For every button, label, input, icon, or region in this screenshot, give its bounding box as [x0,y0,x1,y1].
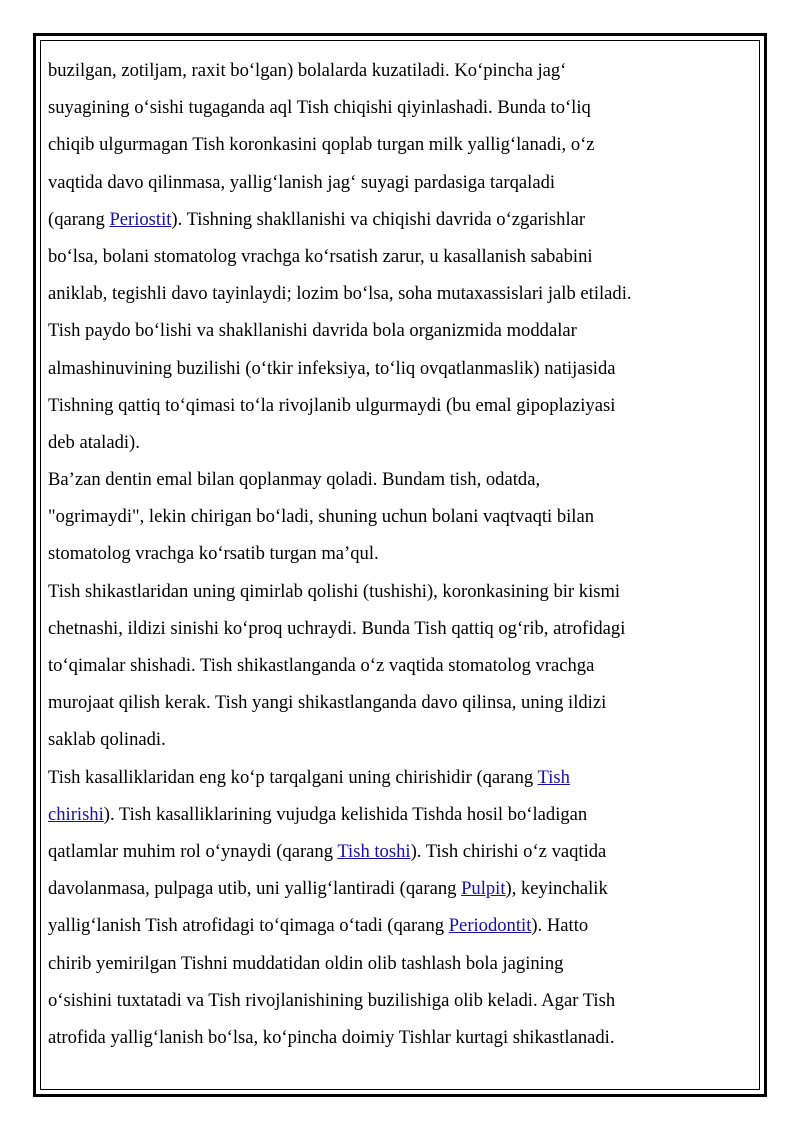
text-segment: to‘qimalar shishadi. Tish shikastlanganda o‘z vaqtida stomatolog vrachga [48,655,595,676]
text-line [48,201,760,238]
text-segment: ). Hatto [531,915,589,937]
article-link[interactable]: Pulpit [461,878,506,900]
text-line [48,238,760,275]
text-segment: deb ataladi). [48,431,140,453]
text-segment: aniklab, tegishli davo tayinlaydi; lozim bo‘lsa, soha mutaxassislari jalb etiladi. [48,283,632,305]
text-segment: saklab qolinadi. [48,729,166,751]
text-line [48,684,760,721]
text-line [48,126,760,163]
text-line [48,461,760,498]
text-line [48,89,760,126]
text-segment: Ba’zan dentin emal bilan qoplanmay qoladi. Bundam tish, odatda, [48,469,541,491]
text-segment: stomatolog vrachga ko‘rsatib turgan ma’qul. [48,543,379,565]
text-line [48,1019,760,1056]
text-line [48,52,760,89]
document-body [48,52,760,1056]
text-segment: (qarang [48,208,110,230]
text-segment: suyagining o‘sishi tugaganda aql Tish chiqishi qiyinlashadi. Bunda to‘liq [48,97,591,119]
text-segment: chirib yemirilgan Tishni muddatidan oldin olib tashlash bola jagining [48,952,564,974]
text-segment: buzilgan, zotiljam, raxit bo‘lgan) bolalarda kuzatiladi. Ko‘pincha jag‘ [48,60,567,81]
text-line [48,535,760,572]
text-segment: atrofida yallig‘lanish bo‘lsa, ko‘pincha doimiy Tishlar kurtagi shikastlanadi. [48,1026,615,1048]
text-segment: bo‘lsa, bolani stomatolog vrachga ko‘rsatish zarur, u kasallanish sababini [48,245,593,267]
article-link[interactable]: Periostit [109,208,172,230]
text-segment: o‘sishini tuxtatadi va Tish rivojlanishining buzilishiga olib keladi. Agar Tish [48,989,616,1011]
text-segment: ). Tish kasalliklarining vujudga kelishida Tishda hosil bo‘ladigan [103,803,588,825]
text-segment: Tish kasalliklaridan eng ko‘p tarqalgani uning chirishidir (qarang [48,766,538,788]
text-line [48,796,760,833]
text-segment: murojaat qilish kerak. Tish yangi shikastlanganda davo qilinsa, uning ildizi [48,692,607,714]
text-line [48,982,760,1019]
text-line [48,498,760,535]
text-segment: Tish shikastlaridan uning qimirlab qolishi (tushishi), koronkasining bir kismi [48,580,621,602]
text-segment: vaqtida davo qilinmasa, yallig‘lanish jag‘ suyagi pardasiga tarqaladi [48,171,556,193]
text-segment: chetnashi, ildizi sinishi ko‘proq uchraydi. Bunda Tish qattiq og‘rib, atrofidagi [48,617,626,639]
text-segment: qatlamlar muhim rol o‘ynaydi (qarang [48,840,338,862]
text-line [48,945,760,982]
text-segment: davolanmasa, pulpaga utib, uni yallig‘lantiradi (qarang [48,878,462,900]
text-line [48,833,760,870]
article-link[interactable]: chirishi [48,803,104,825]
text-segment: Tishning qattiq to‘qimasi to‘la rivojlanib ulgurmaydi (bu emal gipoplaziyasi [48,394,616,416]
text-line [48,907,760,944]
text-line [48,350,760,387]
text-line [48,275,760,312]
text-segment: yallig‘lanish Tish atrofidagi to‘qimaga o‘tadi (qarang [48,915,449,937]
text-segment: ), keyinchalik [505,878,608,900]
text-line [48,870,760,907]
text-line [48,312,760,349]
text-line [48,610,760,647]
text-line [48,647,760,684]
text-line [48,164,760,201]
text-line [48,759,760,796]
text-segment: chiqib ulgurmagan Tish koronkasini qoplab turgan milk yallig‘lanadi, o‘z [48,134,595,156]
text-line [48,573,760,610]
text-segment: almashinuvining buzilishi (o‘tkir infeksiya, to‘liq ovqatlanmaslik) natijasida [48,357,616,379]
text-segment: ). Tishning shakllanishi va chiqishi davrida o‘zgarishlar [171,208,586,230]
article-link[interactable]: Periodontit [448,915,532,937]
text-segment: ). Tish chirishi o‘z vaqtida [410,840,607,862]
text-segment: Tish paydo bo‘lishi va shakllanishi davrida bola organizmida moddalar [48,320,577,342]
text-line [48,721,760,758]
text-line [48,424,760,461]
text-line [48,387,760,424]
article-link[interactable]: Tish [537,766,570,788]
text-segment: "ogrimaydi", lekin chirigan bo‘ladi, shuning uchun bolani vaqtvaqti bilan [48,506,595,528]
article-link[interactable]: Tish toshi [337,840,411,862]
